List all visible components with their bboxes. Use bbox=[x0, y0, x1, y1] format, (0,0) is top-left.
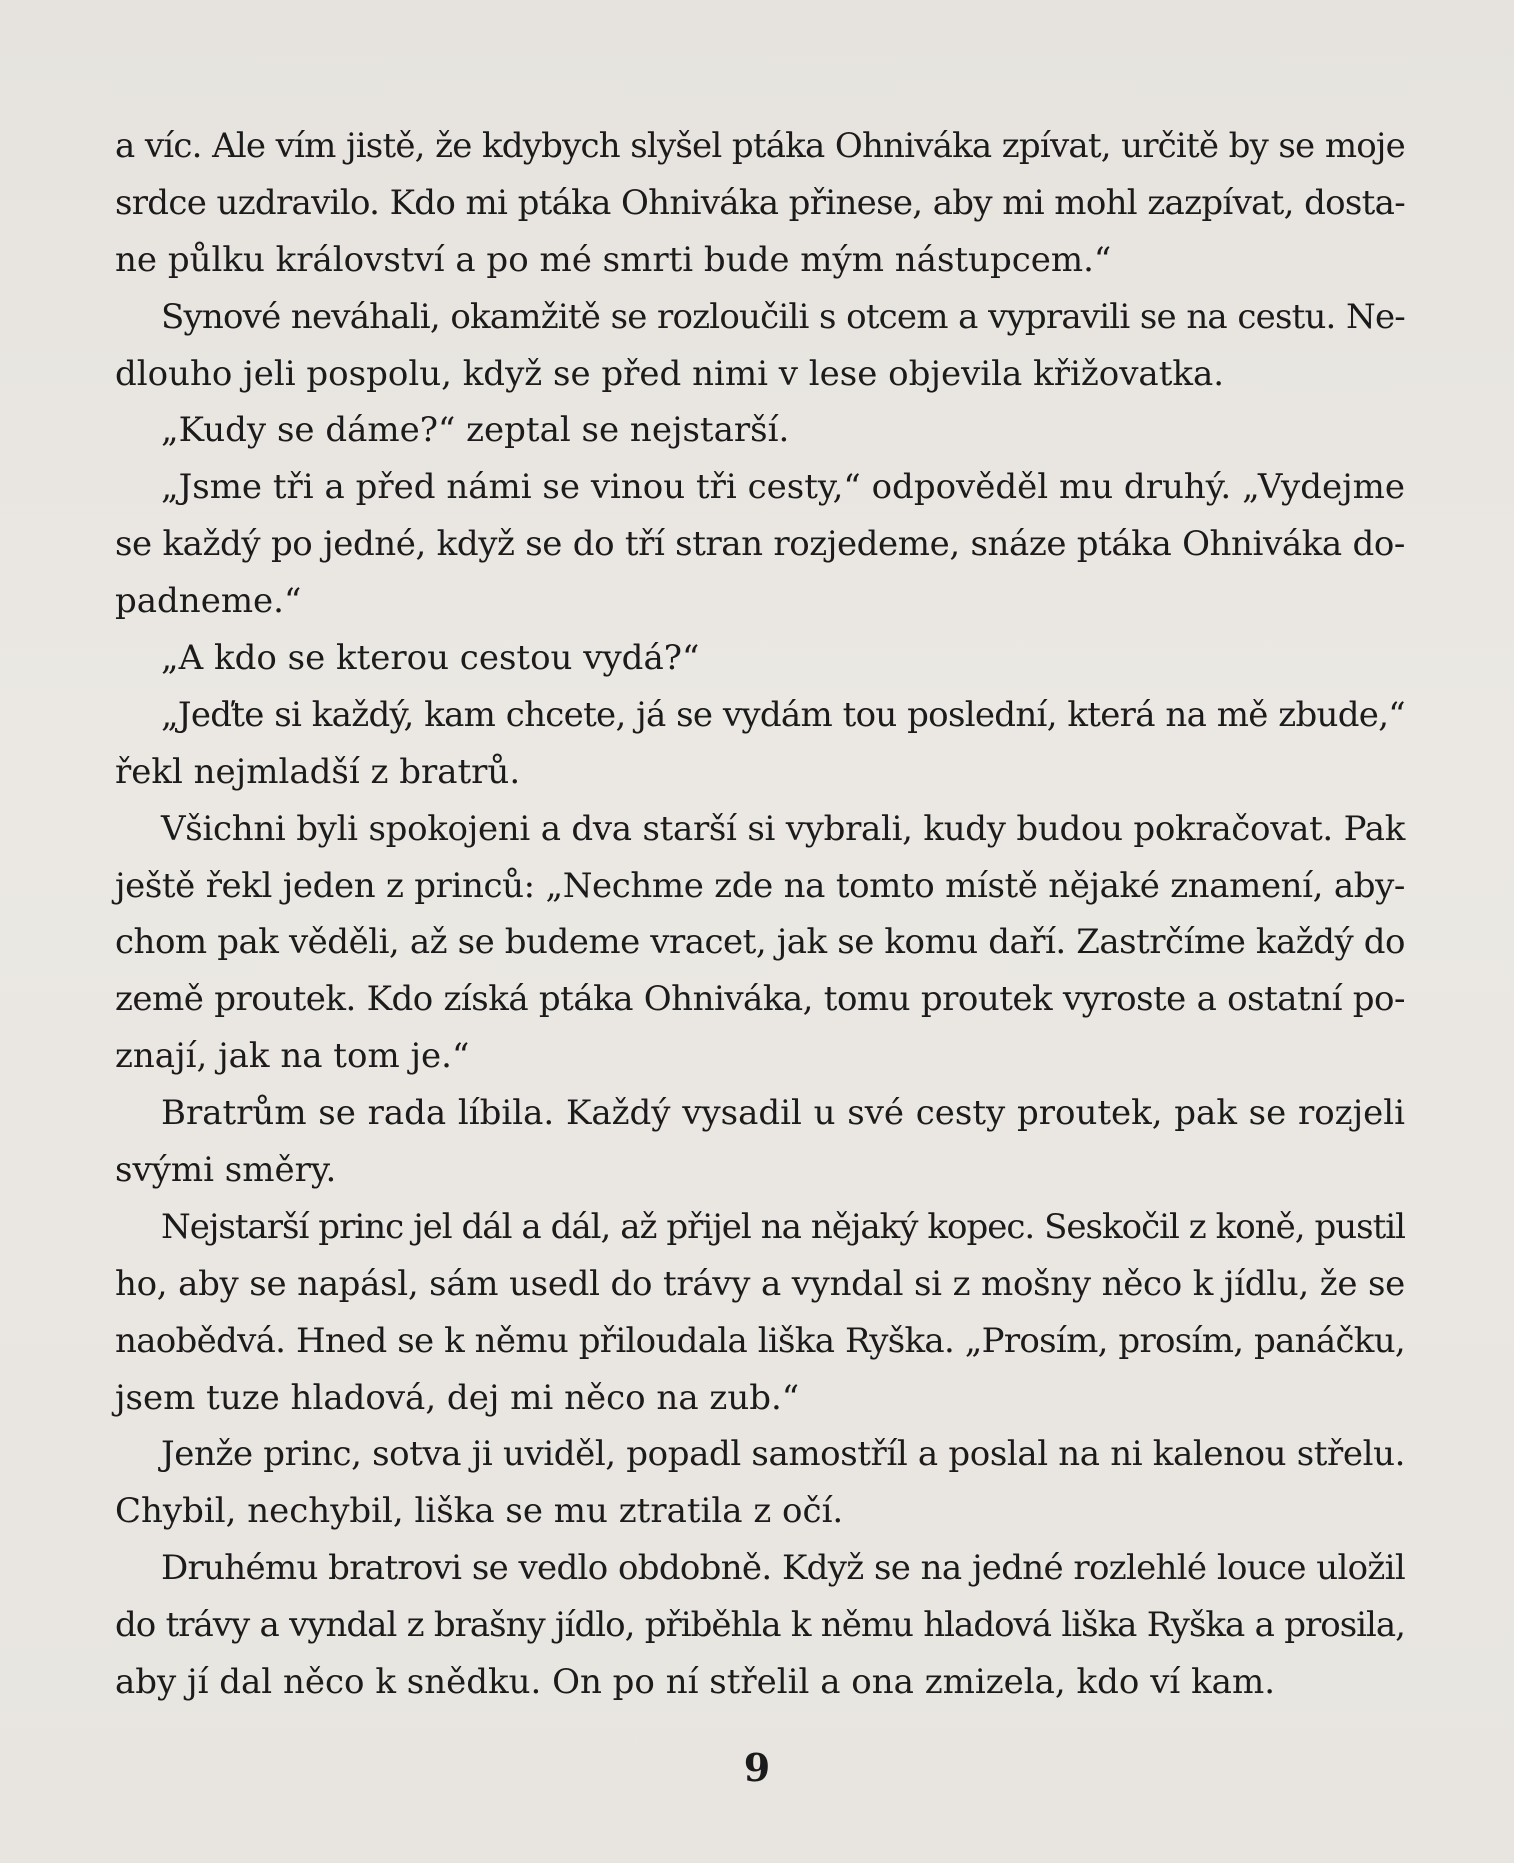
text-line: ho, aby se napásl, sám usedl do trávy a vyndal si z mošny něco k jídlu, že se bbox=[115, 1263, 1405, 1304]
text-line: chom pak věděli, až se budeme vracet, jak se komu daří. Zastrčíme každý do bbox=[115, 922, 1405, 963]
text-line: Nejstarší princ jel dál a dál, až přijel na nějaký kopec. Seskočil z koně, pustil bbox=[161, 1206, 1405, 1247]
text-line: jsem tuze hladová, dej mi něco na zub.“ bbox=[115, 1377, 800, 1418]
text-line: Jenže princ, sotva ji uviděl, popadl samostříl a poslal na ni kalenou střelu. bbox=[161, 1434, 1405, 1475]
text-line: Bratrům se rada líbila. Každý vysadil u své cesty proutek, pak se rozjeli bbox=[161, 1093, 1405, 1134]
text-line: aby jí dal něco k snědku. On po ní střelil a ona zmizela, kdo ví kam. bbox=[115, 1662, 1276, 1703]
text-line: svými směry. bbox=[115, 1150, 337, 1191]
page-number: 9 bbox=[743, 1745, 771, 1790]
text-line: do trávy a vyndal z brašny jídlo, přiběhla k němu hladová liška Ryška a prosila, bbox=[115, 1605, 1405, 1646]
text-line: srdce uzdravilo. Kdo mi ptáka Ohniváka přinese, aby mi mohl zazpívat, dosta- bbox=[115, 182, 1405, 223]
text-line: řekl nejmladší z bratrů. bbox=[115, 751, 521, 792]
text-line: Všichni byli spokojeni a dva starší si vybrali, kudy budou pokračovat. Pak bbox=[161, 808, 1405, 849]
text-line: Chybil, nechybil, liška se mu ztratila z očí. bbox=[115, 1491, 844, 1532]
text-line: Druhému bratrovi se vedlo obdobně. Když se na jedné rozlehlé louce uložil bbox=[161, 1548, 1405, 1589]
text-line: „A kdo se kterou cestou vydá?“ bbox=[161, 638, 700, 679]
text-line: Synové neváhali, okamžitě se rozloučili s otcem a vypravili se na cestu. Ne- bbox=[161, 296, 1405, 337]
text-line: „Jsme tři a před námi se vinou tři cesty,“ odpověděl mu druhý. „Vydejme bbox=[161, 467, 1405, 508]
text-line: znají, jak na tom je.“ bbox=[115, 1036, 470, 1077]
text-line: padneme.“ bbox=[115, 581, 302, 622]
text-line: a víc. Ale vím jistě, že kdybych slyšel ptáka Ohniváka zpívat, určitě by se moje bbox=[115, 126, 1405, 166]
text-line: „Jeďte si každý, kam chcete, já se vydám tou poslední, která na mě zbude,“ bbox=[161, 694, 1405, 735]
text-line: naobědvá. Hned se k němu přiloudala liška Ryška. „Prosím, prosím, panáčku, bbox=[115, 1320, 1405, 1361]
text-line: ještě řekl jeden z princů: „Nechme zde na tomto místě nějaké znamení, aby- bbox=[115, 865, 1405, 906]
text-line: ne půlku království a po mé smrti bude mým nástupcem.“ bbox=[115, 239, 1112, 280]
text-line: se každý po jedné, když se do tří stran rozjedeme, snáze ptáka Ohniváka do- bbox=[115, 524, 1405, 565]
body-text bbox=[115, 118, 1405, 1711]
text-line: dlouho jeli pospolu, když se před nimi v lese objevila křižovatka. bbox=[115, 353, 1225, 394]
text-line: „Kudy se dáme?“ zeptal se nejstarší. bbox=[161, 410, 790, 451]
text-line: země proutek. Kdo získá ptáka Ohniváka, tomu proutek vyroste a ostatní po- bbox=[115, 979, 1405, 1020]
